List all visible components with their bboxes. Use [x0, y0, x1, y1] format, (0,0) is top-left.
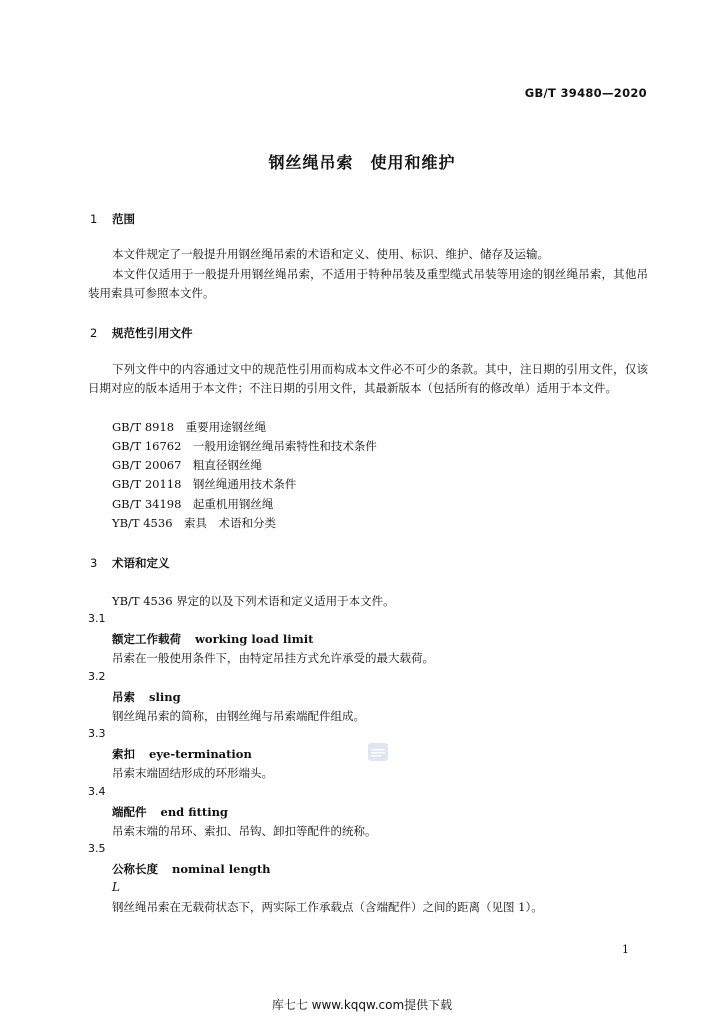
term-en: end fitting	[160, 805, 228, 819]
term-zh: 索扣	[112, 747, 135, 761]
term-entry	[112, 804, 228, 820]
watermark-logo-icon	[368, 743, 388, 761]
reference-item: GB/T 8918 重要用途钢丝绳	[112, 420, 267, 434]
term-definition: 吊索在一般使用条件下，由特定吊挂方式允许承受的最大载荷。	[112, 651, 434, 665]
term-number: 3.1	[88, 612, 106, 625]
section-1-heading	[90, 211, 135, 227]
paragraph: 本文件规定了一般提升用钢丝绳吊索的术语和定义、使用、标识、维护、储存及运输。	[112, 247, 549, 261]
paragraph: YB/T 4536 界定的以及下列术语和定义适用于本文件。	[112, 594, 395, 608]
term-definition: 钢丝绳吊索的简称，由钢丝绳与吊索端配件组成。	[112, 709, 365, 723]
term-number: 3.5	[88, 842, 106, 855]
term-en: eye-termination	[149, 747, 252, 761]
term-zh: 吊索	[112, 690, 135, 704]
term-en: nominal length	[172, 862, 271, 876]
term-entry	[112, 689, 181, 705]
reference-item: GB/T 34198 起重机用钢丝绳	[112, 497, 274, 511]
term-symbol: L	[112, 880, 120, 894]
paragraph: 本文件仅适用于一般提升用钢丝绳吊索，不适用于特种吊装及重型缆式吊装等用途的钢丝绳吊索，其他吊装用索具可参照本文件。	[88, 267, 648, 300]
section-3-heading	[90, 555, 170, 571]
term-definition: 钢丝绳吊索在无载荷状态下，两实际工作承载点（含端配件）之间的距离（见图 1）。	[112, 900, 543, 914]
term-number: 3.3	[88, 727, 106, 740]
section-title: 规范性引用文件	[112, 326, 193, 340]
term-entry	[112, 746, 252, 762]
term-en: working load limit	[195, 632, 314, 646]
term-zh: 额定工作载荷	[112, 632, 181, 646]
term-entry	[112, 631, 314, 647]
reference-item: GB/T 20118 钢丝绳通用技术条件	[112, 477, 297, 491]
reference-item: GB/T 20067 粗直径钢丝绳	[112, 458, 262, 472]
section-number: 3	[90, 556, 98, 570]
term-definition: 吊索末端固结形成的环形端头。	[112, 766, 273, 780]
paragraph: 下列文件中的内容通过文中的规范性引用而构成本文件必不可少的条款。其中，注日期的引用文件，仅该日期对应的版本适用于本文件；不注日期的引用文件，其最新版本（包括所有的修改单）适用于本文件。	[88, 362, 648, 395]
term-en: sling	[149, 690, 181, 704]
page-number: 1	[622, 943, 629, 956]
reference-item: GB/T 16762 一般用途钢丝绳吊索特性和技术条件	[112, 439, 377, 453]
download-footer: 库七七 www.kqqw.com提供下载	[271, 998, 453, 1012]
term-definition: 吊索末端的吊环、索扣、吊钩、卸扣等配件的统称。	[112, 824, 377, 838]
reference-item: YB/T 4536 索具 术语和分类	[112, 516, 277, 530]
term-number: 3.4	[88, 785, 106, 798]
term-number: 3.2	[88, 670, 106, 683]
section-title: 术语和定义	[112, 556, 170, 570]
section-2-heading	[90, 325, 193, 341]
term-zh: 端配件	[112, 805, 147, 819]
standard-number: GB/T 39480—2020	[524, 86, 647, 100]
section-number: 1	[90, 212, 98, 226]
section-number: 2	[90, 326, 98, 340]
section-title: 范围	[112, 212, 135, 226]
term-zh: 公称长度	[112, 862, 158, 876]
document-title: 钢丝绳吊索 使用和维护	[268, 153, 456, 172]
term-entry	[112, 861, 271, 877]
